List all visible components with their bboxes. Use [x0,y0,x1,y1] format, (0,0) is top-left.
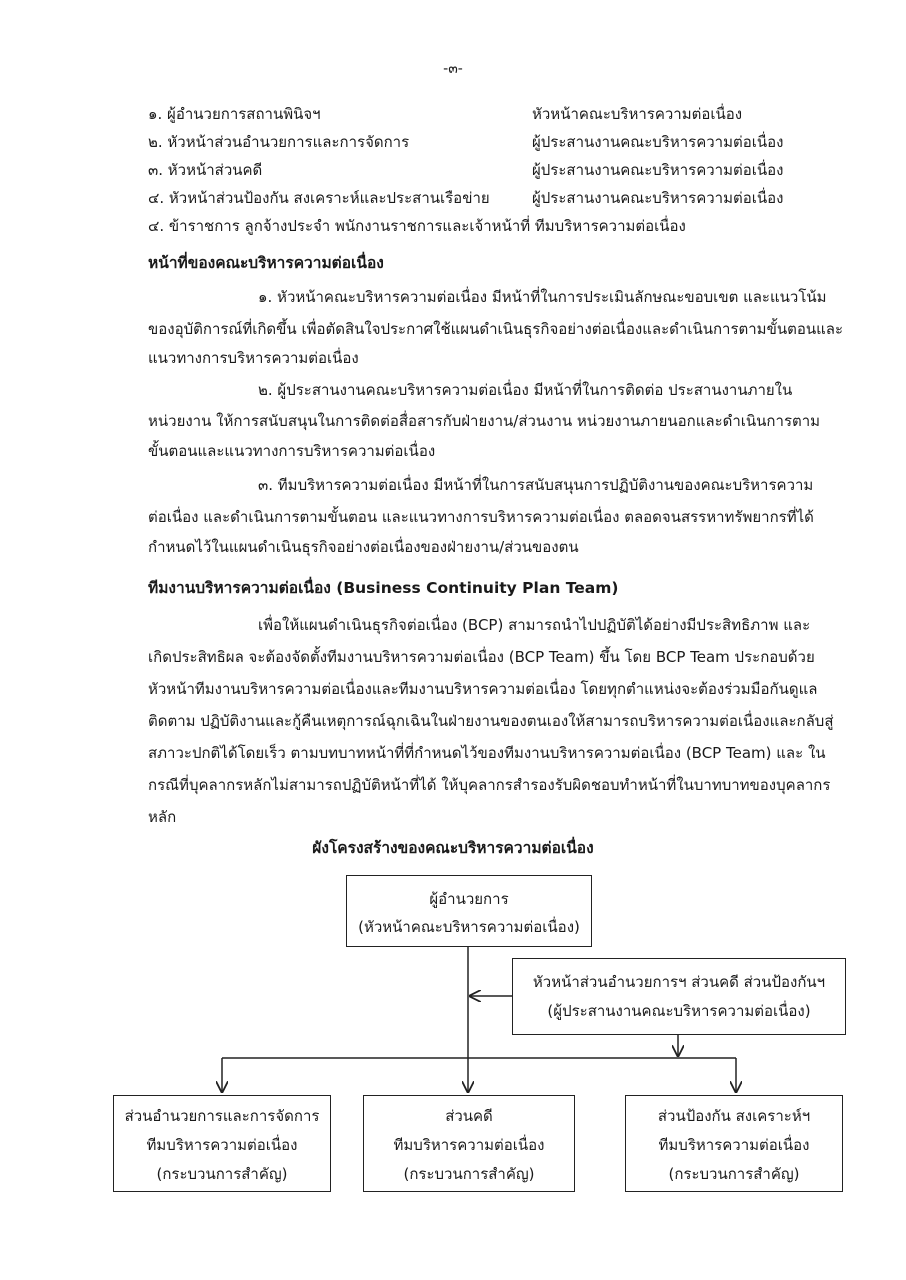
org-box-line: (หัวหน้าคณะบริหารความต่อเนื่อง) [358,918,580,936]
duty-text-line: ๑. หัวหน้าคณะบริหารความต่อเนื่อง มีหน้าที่ในการประเมินลักษณะขอบเขต และแนวโน้ม [258,288,827,306]
org-box-line: (กระบวนการสำคัญ) [668,1165,800,1183]
bcp-text-line: กรณีที่บุคลากรหลักไม่สามารถปฏิบัติหน้าที่ได้ ให้บุคลากรสำรองรับผิดชอบทำหน้าที่ในบาทบาทของบุคลากร [148,776,831,794]
org-box-line: หัวหน้าส่วนอำนวยการฯ ส่วนคดี ส่วนป้องกันฯ [532,973,826,991]
org-box-line: ส่วนป้องกัน สงเคราะห์ฯ [657,1107,811,1125]
roster-role: หัวหน้าคณะบริหารความต่อเนื่อง [532,105,743,123]
page-number: -๓- [443,61,463,77]
roster-name: ๔. ข้าราชการ ลูกจ้างประจำ พนักงานราชการและเจ้าหน้าที่ ทีมบริหารความต่อเนื่อง [148,217,686,235]
roster-name: ๒. หัวหน้าส่วนอำนวยการและการจัดการ [148,133,410,151]
org-box-line: (กระบวนการสำคัญ) [156,1165,288,1183]
org-box-line: ทีมบริหารความต่อเนื่อง [658,1136,810,1154]
roster-name: ๔. หัวหน้าส่วนป้องกัน สงเคราะห์และประสานเรือข่าย [148,189,490,207]
bcp-text-line: เพื่อให้แผนดำเนินธุรกิจต่อเนื่อง (BCP) สามารถนำไปปฏิบัติได้อย่างมีประสิทธิภาพ และ [258,616,811,634]
roster-role: ผู้ประสานงานคณะบริหารความต่อเนื่อง [532,133,784,151]
bcp-text-line: หัวหน้าทีมงานบริหารความต่อเนื่องและทีมงานบริหารความต่อเนื่อง โดยทุกตำแหน่งจะต้องร่วมมือกันดูแล [148,680,818,698]
bcp-team-heading: ทีมงานบริหารความต่อเนื่อง (Business Continuity Plan Team) [148,579,619,597]
duties-heading: หน้าที่ของคณะบริหารความต่อเนื่อง [148,254,384,272]
duty-text-line: ขั้นตอนและแนวทางการบริหารความต่อเนื่อง [148,442,436,460]
duty-text-line: ๒. ผู้ประสานงานคณะบริหารความต่อเนื่อง มีหน้าที่ในการติดต่อ ประสานงานภายใน [258,381,793,399]
bcp-text-line: ติดตาม ปฏิบัติงานและกู้คืนเหตุการณ์ฉุกเฉินในฝ่ายงานของตนเองให้สามารถบริหารความต่อเนื่องและกลับสู่ [148,712,834,730]
bcp-text-line: สภาวะปกติได้โดยเร็ว ตามบทบาทหน้าที่ที่กำหนดไว้ของทีมงานบริหารความต่อเนื่อง (BCP Team) และ ใน [148,744,826,762]
duty-text-line: ๓. ทีมบริหารความต่อเนื่อง มีหน้าที่ในการสนับสนุนการปฏิบัติงานของคณะบริหารความ [258,476,814,494]
org-box-line: (ผู้ประสานงานคณะบริหารความต่อเนื่อง) [547,1002,811,1020]
bcp-text-line: หลัก [148,808,177,826]
roster-name: ๓. หัวหน้าส่วนคดี [148,161,263,179]
org-box-line: (กระบวนการสำคัญ) [403,1165,535,1183]
org-box-line: ทีมบริหารความต่อเนื่อง [393,1136,545,1154]
duty-text-line: แนวทางการบริหารความต่อเนื่อง [148,349,359,367]
bcp-text-line: เกิดประสิทธิผล จะต้องจัดตั้งทีมงานบริหารความต่อเนื่อง (BCP Team) ขึ้น โดย BCP Team ประกอบด้วย [148,648,815,666]
org-box-line: ส่วนอำนวยการและการจัดการ [124,1107,320,1125]
roster-name: ๑. ผู้อำนวยการสถานพินิจฯ [148,105,321,123]
duty-text-line: กำหนดไว้ในแผนดำเนินธุรกิจอย่างต่อเนื่องของฝ่ายงาน/ส่วนของตน [148,538,579,556]
org-box-line: ทีมบริหารความต่อเนื่อง [146,1136,298,1154]
org-box-unit-prevention [625,1095,843,1192]
org-box-unit-case [363,1095,575,1192]
roster-role: ผู้ประสานงานคณะบริหารความต่อเนื่อง [532,189,784,207]
duty-text-line: ของอุบัติการณ์ที่เกิดขึ้น เพื่อตัดสินใจประกาศใช้แผนดำเนินธุรกิจอย่างต่อเนื่องและดำเนินการตามขั้นตอนและ [148,320,844,338]
org-box-line: ผู้อำนวยการ [429,890,509,908]
org-box-unit-admin [113,1095,331,1192]
org-box-coordinator [512,958,846,1035]
org-box-line: ส่วนคดี [445,1107,493,1125]
roster-role: ผู้ประสานงานคณะบริหารความต่อเนื่อง [532,161,784,179]
duty-text-line: หน่วยงาน ให้การสนับสนุนในการติดต่อสื่อสารกับฝ่ายงาน/ส่วนงาน หน่วยงานภายนอกและดำเนินการตาม [148,412,821,430]
roster-role: ทีมบริหารความต่อเนื่อง [530,217,686,235]
org-box-director [346,875,592,947]
duty-text-line: ต่อเนื่อง และดำเนินการตามขั้นตอน และแนวทางการบริหารความต่อเนื่อง ตลอดจนสรรหาทรัพยากรที่ได้ [148,508,814,526]
org-chart-title: ผังโครงสร้างของคณะบริหารความต่อเนื่อง [312,839,594,857]
